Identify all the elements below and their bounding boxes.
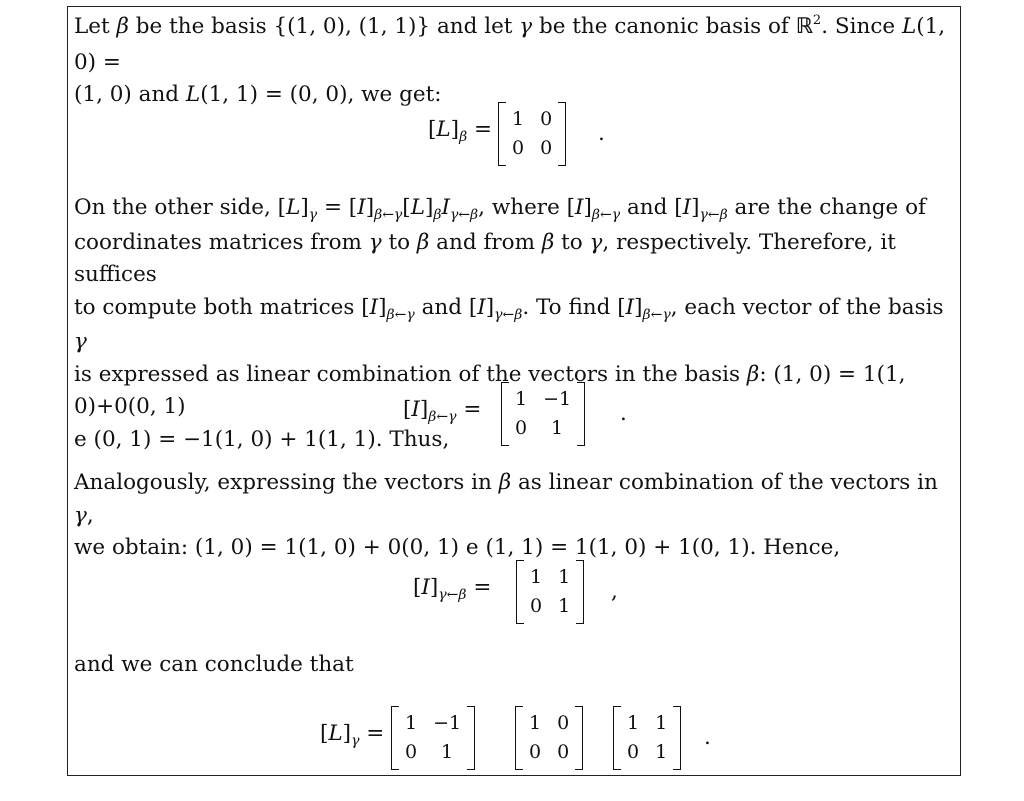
eq1-matrix: 1 0 0 0 (498, 102, 566, 166)
eq4-matrix-1: 1 −1 0 1 (391, 706, 475, 770)
paragraph-3: Analogously, expressing the vectors in β as linear combination of the vectors in γ, we obtain: (1, 0) = 1(1, 0) + 0(0, 1) e (1, 1) = 1(1, 0) + 1(0, 1). Hence, (74, 470, 938, 560)
document-frame (67, 6, 961, 776)
equation-4 (68, 703, 958, 773)
eq4-matrix-2: 1 0 0 0 (515, 706, 583, 770)
eq2-matrix: 1 −1 0 1 (501, 382, 585, 446)
paragraph-1: Let β be the basis {(1, 0), (1, 1)} and let γ be the canonic basis of ℝ$^2$. Since L(1, 0) = (1, 0) and L(1, 1) = (0, 0), we get: (74, 13, 946, 107)
eq4-trail: . (704, 725, 711, 750)
eq2-trail: . (620, 401, 627, 426)
paragraph-4: and we can conclude that (74, 652, 354, 677)
eq3-trail: , (611, 579, 618, 604)
eq1-lhs: $[L]_\beta$ = (428, 117, 493, 145)
eq4-matrix-3: 1 1 0 1 (613, 706, 681, 770)
equation-2 (68, 379, 958, 449)
eq1-trail: . (598, 121, 605, 146)
eq3-matrix: 1 1 0 1 (516, 560, 584, 624)
eq3-lhs: $[I]_{\gamma\leftarrow\beta}$ = (413, 575, 492, 603)
paragraph-2: On the other side, $[L]_\gamma = [I]_{\beta\leftarrow\gamma}[L]_\beta I_{\gamma\leftarrow\beta}$, where $[I]_{\beta\leftarrow\gamma}$ and $[I]_{\gamma\leftarrow\beta}$ are the change of coordinates matrices from γ to β and from β to γ, respectively. Therefore, it suffices to compute both matrices $[I]_{\beta\leftarrow\gamma}$ and $[I]_{\gamma\leftarrow\beta}$. To find $[I]_{\beta\leftarrow\gamma}$, each vector of the basis γ is expressed as linear combination of the vectors in the basis β: (1, 0) = 1(1, 0)+0(0, 1) e (0, 1) = −1(1, 0) + 1(1, 1). Thus, (74, 195, 944, 452)
eq4-lhs: $[L]_\gamma$ = (320, 721, 385, 749)
equation-1 (68, 99, 958, 169)
equation-3 (68, 557, 958, 627)
eq2-lhs: $[I]_{\beta\leftarrow\gamma}$ = (403, 397, 482, 425)
